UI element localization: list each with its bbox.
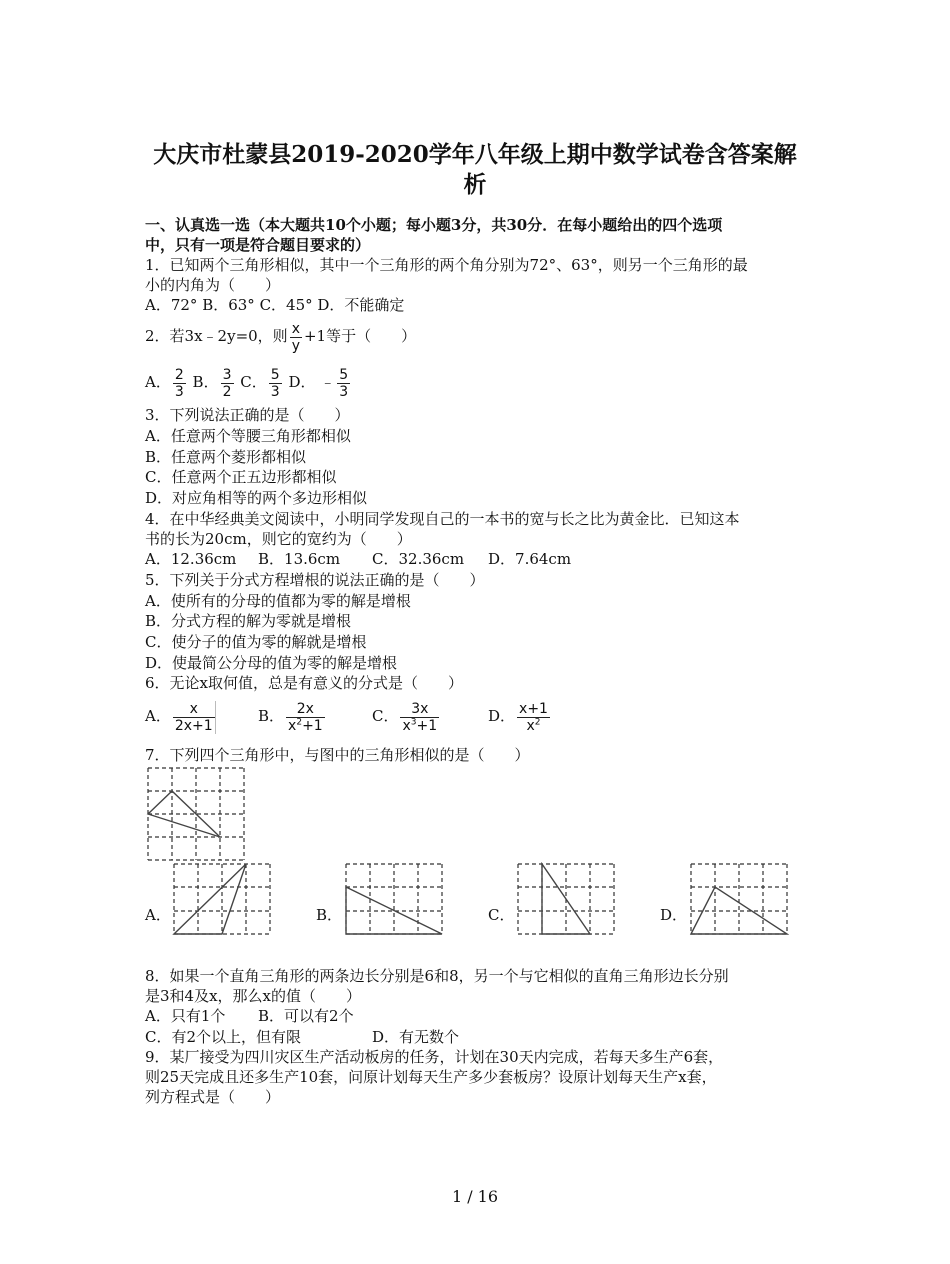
q3-stem: 3．下列说法正确的是（ ）	[145, 406, 350, 424]
q7-option-c-label: C．	[488, 906, 515, 924]
q8-option-d: D．有无数个	[372, 1028, 460, 1046]
q8-option-b: B．可以有2个	[258, 1007, 354, 1025]
q4-stem-line2: 书的长为20cm，则它的宽约为（ ）	[145, 530, 412, 548]
q2-option-d: D． ﹣ $\frac{5}{3}$	[288, 366, 349, 400]
q6-option-c: C． $\frac{3x}{x^3+1}$	[372, 700, 438, 734]
q5-option-c: C．使分子的值为零的解就是增根	[145, 633, 367, 651]
q7-option-b-figure	[344, 862, 444, 936]
q6-option-a: A． $\frac{x}{2x+1}$	[145, 696, 218, 736]
page-number: 1 / 16	[451, 1187, 499, 1206]
q7-option-a-label: A．	[145, 906, 171, 924]
q6-option-d: D． $\frac{x+1}{x^2}$	[488, 700, 548, 734]
q6-option-b: B． $\frac{2x}{x^2+1}$	[258, 700, 323, 734]
q8-stem-line2: 是3和4及x，那么x的值（ ）	[145, 987, 362, 1005]
q2-option-b: B． $\frac{3}{2}$	[192, 366, 232, 400]
section-heading-line2: 中，只有一项是符合题目要求的）	[145, 236, 371, 254]
q7-option-a-figure	[172, 862, 272, 936]
q3-option-a: A．任意两个等腰三角形都相似	[145, 427, 351, 445]
q7-option-c-figure	[516, 862, 616, 936]
q5-option-d: D．使最简公分母的值为零的解是增根	[145, 654, 398, 672]
q1-options: A．72° B．63° C．45° D．不能确定	[145, 296, 405, 314]
q3-option-c: C．任意两个正五边形都相似	[145, 468, 337, 486]
q9-stem-line3: 列方程式是（ ）	[145, 1088, 281, 1106]
q5-stem: 5．下列关于分式方程增根的说法正确的是（ ）	[145, 571, 485, 589]
q8-option-a: A．只有1个	[145, 1007, 226, 1025]
q2-fraction: $\frac{x}{y}$	[291, 320, 300, 354]
section-heading-line1: 一、认真选一选（本大题共10个小题；每小题3分，共30分．在每小题给出的四个选项	[145, 216, 723, 234]
q2-option-a: A． $\frac{2}{3}$	[145, 366, 184, 400]
q1-stem-line2: 小的内角为（ ）	[145, 276, 281, 294]
q4-option-d: D．7.64cm	[488, 550, 572, 568]
q9-stem-line1: 9．某厂接受为四川灾区生产活动板房的任务，计划在30天内完成，若每天多生产6套，	[145, 1048, 724, 1066]
q8-option-c: C．有2个以上，但有限	[145, 1028, 302, 1046]
q4-stem-line1: 4．在中华经典美文阅读中，小明同学发现自己的一本书的宽与长之比为黄金比．已知这本	[145, 510, 740, 528]
q2-stem: 2．若3x﹣2y=0，则 $\frac{x}{y}$ +1等于（ ）	[145, 320, 417, 354]
q6-stem: 6．无论x取何值，总是有意义的分式是（ ）	[145, 674, 464, 692]
q8-stem-line1: 8．如果一个直角三角形的两条边长分别是6和8，另一个与它相似的直角三角形边长分别	[145, 967, 729, 985]
q7-reference-figure	[146, 766, 246, 862]
q2-options	[145, 362, 352, 402]
q3-option-d: D．对应角相等的两个多边形相似	[145, 489, 368, 507]
q7-option-b-label: B．	[316, 906, 343, 924]
q1-stem-line1: 1．已知两个三角形相似，其中一个三角形的两个角分别为72°、63°，则另一个三角形的最	[145, 256, 748, 274]
q5-option-b: B．分式方程的解为零就是增根	[145, 612, 352, 630]
q2-option-c: C． $\frac{5}{3}$	[240, 366, 280, 400]
document-title: 大庆市杜蒙县2019-2020学年八年级上期中数学试卷含答案解 析	[153, 141, 797, 198]
q4-option-c: C．32.36cm	[372, 550, 465, 568]
q7-stem: 7．下列四个三角形中，与图中的三角形相似的是（ ）	[145, 746, 530, 764]
q5-option-a: A．使所有的分母的值都为零的解是增根	[145, 592, 411, 610]
q3-option-b: B．任意两个菱形都相似	[145, 448, 307, 466]
q4-option-a: A．12.36cm	[145, 550, 237, 568]
q7-option-d-figure	[689, 862, 789, 936]
q4-option-b: B．13.6cm	[258, 550, 341, 568]
q7-option-d-label: D．	[660, 906, 688, 924]
q9-stem-line2: 则25天完成且还多生产10套，问原计划每天生产多少套板房？设原计划每天生产x套，	[145, 1068, 717, 1086]
